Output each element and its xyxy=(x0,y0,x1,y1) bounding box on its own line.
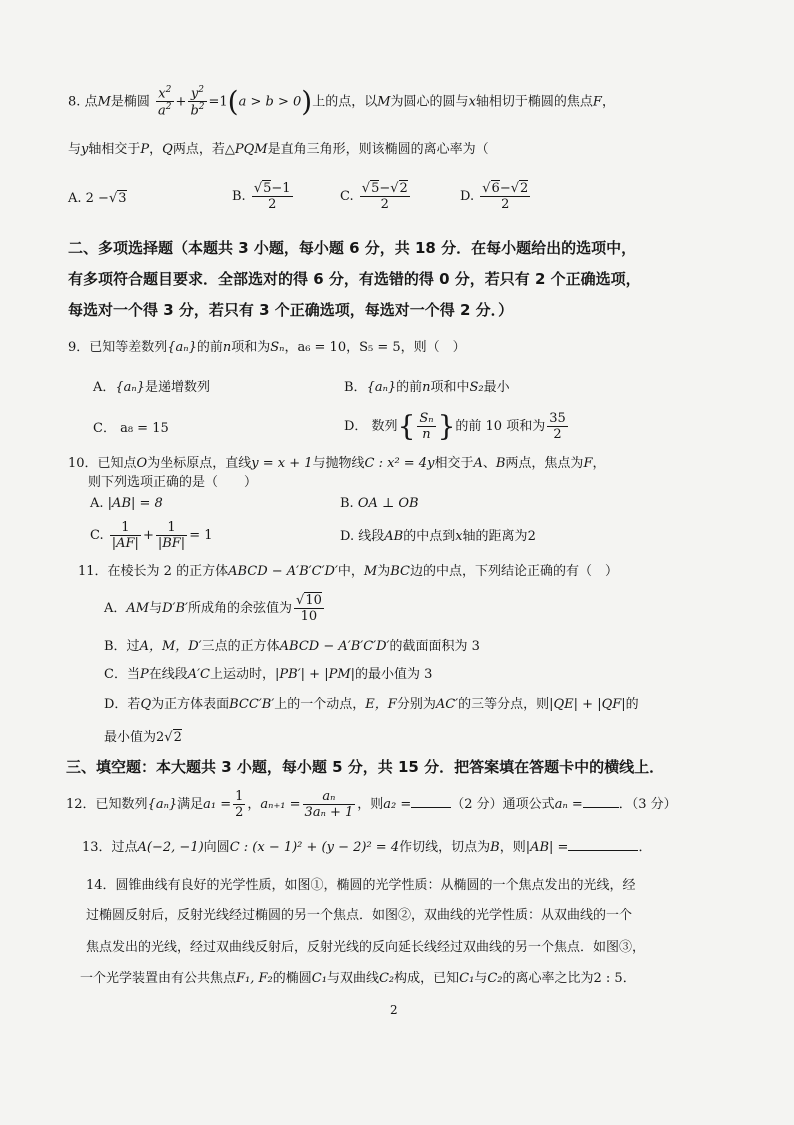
q8-line1: 8. 点M是椭圆 $\frac{x^2}{a^2}$ + $\frac{y^2}{b^2}$ =1(a > b > 0)上的点，以M为圆心的圆与x轴相切于椭圆的焦点F， xyxy=(68,84,615,119)
q11-stem: 11．在棱长为 2 的正方体ABCD − A′B′C′D′中，M为BC边的中点，下列结论正确的有（ ） xyxy=(78,564,619,579)
q11-option-a: A．AM与D′B′所成角的余弦值为 $\frac{√10}{10}$ xyxy=(104,593,322,624)
q9-option-c: C． a₈ = 15 xyxy=(93,421,169,436)
q8-line2: 与y轴相交于P，Q两点，若△PQM是直角三角形，则该椭圆的离心率为（ xyxy=(68,142,489,157)
q14-line1: 14．圆锥曲线有良好的光学性质，如图①，椭圆的光学性质：从椭圆的一个焦点发出的光线，经 xyxy=(86,878,636,893)
q8-frac-y: $\frac{y^2}{b^2}$ xyxy=(190,85,205,119)
page-number: 2 xyxy=(390,1003,398,1017)
q9-stem: 9．已知等差数列{aₙ}的前n项和为Sₙ，a₆ = 10，S₅ = 5，则（ ） xyxy=(68,340,466,355)
section2-line1: 二、多项选择题（本题共 3 小题，每小题 6 分，共 18 分．在每小题给出的选项中， xyxy=(68,239,637,257)
q10-option-c: C. $\frac{1}{|AF|}$ + $\frac{1}{|BF|}$ = 1 xyxy=(90,520,213,551)
q9-option-d: D． 数列{ $\frac{\text{Sₙ}}{n}$ }的前 10 项和为 $\frac{35}{2}$ xyxy=(344,409,566,443)
q8-option-a: A. 2 −√3 xyxy=(68,191,127,206)
q12-stem: 12．已知数列{aₙ}满足a₁ = $\frac{1}{2}$ ，aₙ₊₁ = $\frac{\text{aₙ}}{\text{3aₙ + 1}}$ ，则a₂ = （2 分）通项公式aₙ = ．（3 分） xyxy=(66,789,677,820)
q8-option-c: C. $\frac{√5-√2}{2}$ xyxy=(340,181,408,212)
section3-heading: 三、填空题：本大题共 3 小题，每小题 5 分，共 15 分．把答案填在答题卡中的横线上． xyxy=(66,758,665,776)
q11-option-c: C．当P在线段A′C上运动时，|PB′| + |PM|的最小值为 3 xyxy=(104,667,433,682)
section2-line3: 每选对一个得 3 分，若只有 3 个正确选项，每选对一个得 2 分．） xyxy=(68,301,514,319)
q8-frac-x: $\frac{x^2}{a^2}$ xyxy=(158,85,172,119)
q11-option-d: D．若Q为正方体表面BCC′B′上的一个动点，E，F分别为AC′的三等分点，则|QE| + |QF|的 xyxy=(104,697,639,712)
q12-answer-blank-2[interactable] xyxy=(583,807,619,808)
q10-option-a: A. |AB| = 8 xyxy=(90,496,163,511)
q10-option-d: D. 线段AB的中点到x轴的距离为2 xyxy=(340,529,536,544)
q10-line2: 则下列选项正确的是（ ） xyxy=(88,475,258,490)
q14-line2: 过椭圆反射后，反射光线经过椭圆的另一个焦点．如图②，双曲线的光学性质：从双曲线的一个 xyxy=(86,908,633,923)
q13-answer-blank[interactable] xyxy=(568,850,638,851)
q8-option-d: D. $\frac{√6-√2}{2}$ xyxy=(460,181,529,212)
q14-line4: 一个光学装置由有公共焦点F₁, F₂的椭圆C₁与双曲线C₂构成，已知C₁与C₂的离心率之比为2 : 5． xyxy=(80,971,636,986)
q9-option-b: B．{aₙ}的前n项和中S₂最小 xyxy=(344,380,510,395)
q11-option-d-line2: 最小值为2√2 xyxy=(104,730,182,745)
q11-option-b: B．过A，M，D′三点的正方体ABCD − A′B′C′D′的截面面积为 3 xyxy=(104,639,480,654)
q13-stem: 13．过点A(−2, −1)向圆C : (x − 1)² + (y − 2)² = 4作切线，切点为B，则|AB| = ． xyxy=(82,840,652,855)
q10-stem: 10．已知点O为坐标原点，直线y = x + 1与抛物线C : x² = 4y相交于A、B两点，焦点为F， xyxy=(68,456,606,471)
q12-answer-blank-1[interactable] xyxy=(411,807,451,808)
q8-number: 8. xyxy=(68,94,81,110)
section2-line2: 有多项符合题目要求．全部选对的得 6 分，有选错的得 0 分，若只有 2 个正确选项， xyxy=(68,270,641,288)
q8-option-b: B. $\frac{√5-1}{2}$ xyxy=(232,181,291,212)
q10-option-b: B. OA ⊥ OB xyxy=(340,496,419,511)
q14-line3: 焦点发出的光线，经过双曲线反射后，反射光线的反向延长线经过双曲线的另一个焦点．如图③， xyxy=(86,940,646,955)
q9-option-a: A．{aₙ}是递增数列 xyxy=(93,380,210,395)
